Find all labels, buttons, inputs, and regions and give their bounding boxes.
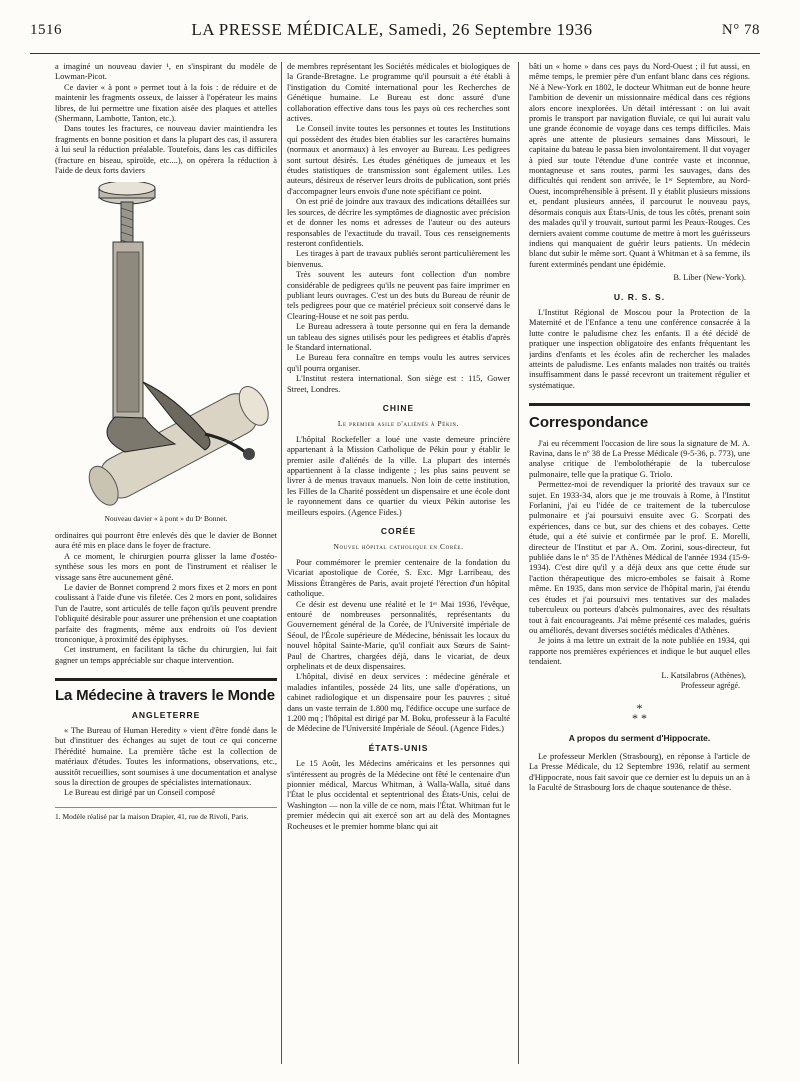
separator-asterisks — [529, 701, 750, 726]
paragraph: A ce moment, le chirurgien pourra glisser la lame d'ostéo-synthèse sous les mors en pont de l'instrument et réaliser le vissage sans être aucunement gêné. — [55, 551, 277, 582]
asterisk-top: * — [636, 701, 643, 716]
section-rule — [55, 678, 277, 681]
paragraph: de membres représentant les Sociétés médicales et biologiques de la Grande-Bretagne. Le programme qu'il poursuit a été établi à l'instigation du Comité international pour les Recherches de Génétique humaine. Le Bureau est donc assuré d'une collaboration effective dans tous les pays où ces recherches sont actives. — [287, 62, 510, 124]
forceps-illustration — [55, 182, 277, 512]
article-subheading: Le premier asile d'aliénés à Pékin. — [337, 419, 460, 429]
signature: B. Liber (New-York). — [673, 273, 746, 283]
paragraph: Le Conseil invite toutes les personnes et toutes les Institutions qui possèdent des études bien établies sur les caractères humains (normaux et anormaux) à les envoyer au Bureau. Les pedigrees sont surtout désirés. Les études génétiques de jumeaux et les études statistiques de transmission sont également utiles. Les auteurs, désireux de réserver leurs droits de publication, sont priés d'accompagner leurs envois d'une note spécifiant ce point. — [287, 124, 510, 196]
paragraph: Le Bureau est dirigé par un Conseil composé — [64, 788, 215, 798]
paragraph: Les tirages à part de travaux publiés seront particulièrement les bienvenus. — [287, 249, 510, 269]
paragraph: Très souvent les auteurs font collection d'un nombre considérable de pedigrees qu'ils ne peuvent pas faire imprimer en publiant leurs ouvrages. C'est un des buts du Bureau de réunir de tels pedigrees pour que ce matériel précieux soit conservé dans le Clearing-House et ne soit pas perdu. — [287, 270, 510, 321]
paragraph: Cet instrument, en facilitant la tâche du chirurgien, lui fait gagner un temps appréciable sur chaque intervention. — [55, 645, 277, 665]
column-2 — [287, 62, 510, 1072]
paragraph: Le Bureau fera connaître en temps voulu les autres services qu'il pourra organiser. — [287, 353, 510, 373]
article-subheading: Nouvel hôpital catholique en Corée. — [333, 542, 464, 552]
journal-name: LA PRESSE MÉDICALE, — [191, 20, 384, 39]
country-heading: ANGLETERRE — [131, 709, 201, 720]
paragraph: Le 15 Août, les Médecins américains et les personnes qui s'intéressent au progrès de la Médecine ont fêté le centenaire d'un pionnier médical, Marcus Whitman, à Walla-Walla, situé dans l'État le plus occidental et septentrional des États-Unis, celui de Washington — non la ville de ce nom, mais l'État. Whitman fut le premier médecin qui ait exercé son art au delà des Montagnes Rocheuses et le premier homme blanc qui ait — [287, 759, 510, 831]
column-3 — [529, 62, 750, 1072]
asterisk-bottom: * * — [632, 711, 647, 726]
paragraph: Le davier de Bonnet comprend 2 mors fixes et 2 mors en pont coulissant à l'aide d'une vis filetée. Ces 2 mors en pont, solidaires l'un de l'autre, sont articulés de telle façon qu'ils peuvent prendre l'obliquité désirable pour assurer une préhension et une coaptation parfaite des fragments, même aux endroits où l'os devient tronconique, à proximité des épiphyses. — [55, 582, 277, 644]
paragraph: « The Bureau of Human Heredity » vient d'être fondé dans le but d'instituer des échanges au sujet de tout ce qui concerne l'hérédité humaine. La première tâche est la collection de matériaux d'études. Toutes les informations, observations, etc., aussitôt recueillies, sont soumises à une documentation et analyse sous la direction de groupes de spécialistes internationaux. — [55, 725, 277, 787]
paragraph: Ce désir est devenu une réalité et le 1ᵉʳ Mai 1936, l'évêque, entouré de nombreuses personnalités, représentants du Gouvernement général de la Corée, de l'Université impériale de Séoul, de l'École supérieure de Médecine, bénissait les locaux du nouvel hôpital Sainte-Marie, qu'il confiait aux Sœurs de Saint-Paul de Chartres, chargées déjà, dans le vicariat, de deux orphelinats et de deux dispensaires. — [287, 599, 510, 671]
paragraph: Dans toutes les fractures, ce nouveau davier maintiendra les fragments en bonne position et dans la plupart des cas, il assurera à lui seul la réduction préalable. Toutefois, dans les cas difficiles (fracture en biseau, spiroïde, etc....), on opérera la réduction à l'aide de deux forts daviers — [55, 124, 277, 176]
country-heading: CORÉE — [380, 526, 417, 537]
header-rule — [30, 53, 760, 54]
bone-forceps-drawing — [55, 182, 277, 512]
section-title: La Médecine à travers le Monde — [55, 687, 275, 705]
issue-date: Samedi, 26 Septembre 1936 — [388, 20, 593, 39]
figure-caption: Nouveau davier « à pont » du Dʳ Bonnet. — [104, 514, 228, 524]
column-1 — [55, 62, 277, 1072]
paragraph: L'Institut restera international. Son siège est : 115, Gower Street, Londres. — [287, 374, 510, 394]
column-divider — [518, 62, 519, 1064]
article-title: A propos du serment d'Hippocrate. — [568, 733, 711, 744]
country-heading: U. R. S. S. — [613, 291, 666, 302]
paragraph: L'hôpital, divisé en deux services : médecine générale et maladies infantiles, possède 24 lits, une salle d'opérations, un cabinet radiologique et un dispensaire pour les pauvres ; situé dans un vaste terrain de 1.800 mq, l'édifice occupe une surface de 1.200 mq ; l'hôpital est dirigé par M. Boku, professeur à la Faculté de Médecine de l'Université Impériale de Séoul. (Agence Fides.) — [287, 672, 510, 734]
paragraph: L'Institut Régional de Moscou pour la Protection de la Maternité et de l'Enfance a tenu une conférence consacrée à la lutte contre le paludisme chez les enfants. Il a été décidé de pratiquer une inspection obligatoire des enfants fréquentant les jardins d'enfants et les écoles afin de rechercher les malades atteints de paludisme. Les enfants malades non traités ou traités insuffisamment dans le passé recevront un traitement régulier et systématique. — [529, 307, 750, 390]
paragraph: bâti un « home » dans ces pays du Nord-Ouest ; il fut aussi, en même temps, le premier père d'un enfant blanc dans ces régions. Né à New-York en 1802, le docteur Whitman eut de bonne heure l'ambition de devenir un missionnaire médical dans ces régions alors encore inexplorées. Un détail intéressant : on lui avait promis le transport par navigation fluviale, ce qui lui aurait valu une grande économie de voyage dans ces temps difficiles. Mais après une attente de plusieurs semaines dans Missouri, le capitaine du bateau le passa bien involontairement. Il dut voyager à pied sur toute l'étendue d'une contrée vaste et inconnue, montagneuse et sans routes, parmi les sauvages, dans des difficultés qui rendent son arrivée, le 1ᵉʳ Septembre, au Nord-Ouest, incompréhensible à présent. Il y établit plusieurs missions et, pendant plusieurs années, il parcourut le nouveau pays, désormais conquis aux États-Unis, de tous les côtés, prenant soin des malades qu'il y trouvait, surtout parmi les Peaux-Rouges. Ces derniers avaient comme coutume de mettre à mort les guérisseurs indiens qui manquaient de guérir leurs patients. Un médecin blanc dut subir le même sort. Quant à Whitman et à sa femme, ils furent exterminés pendant une épidémie. — [529, 62, 750, 269]
paragraph: ordinaires qui pourront être enlevés dès que le davier de Bonnet aura été mis en place dans le foyer de fracture. — [55, 530, 277, 551]
paragraph: L'hôpital Rockefeller a loué une vaste demeure princière appartenant à la Mission Catholique de Pékin pour y établir le premier asile d'aliénés de la ville. La plupart des internés appartiennent à la classe indigente ; les plus sains peuvent se livrer à de menus travaux manuels. Non loin de cette institution, les Filles de la Charité possèdent un dispensaire et une école dont le rayonnement dans ce quartier du vieux Pékin autorise les meilleurs espoirs. (Agence Fides.) — [287, 434, 510, 517]
footnote: 1. Modèle réalisé par la maison Drapier, 41, rue de Rivoli, Paris. — [55, 807, 277, 822]
paragraph: Permettez-moi de revendiquer la priorité des travaux sur ce sujet. En 1933-34, alors que je me trouvais à Rome, à l'Institut Forlanini, j'ai eu l'idée de ce traitement de la tuberculose pulmonaire et j'ai poursuivi ensuite avec G. Scorpati des expériences, dans ce but, sur des chiens et des cobayes. Cette étude, qui a été suivie et confirmée par le prof. E. Morelli, directeur de l'Institut et par A. Om. Zorini, sous-directeur, fut publiée dans le nº 35 de l'Athènes Médical de l'année 1934 (15-9-1934). C'est dire qu'il y a déjà deux ans que cette étude sur l'action thérapeutique des micro-emboles se faisait à Rome même. En 1935, dans mon service de l'hôpital marin, j'ai étendu ces études et j'ai poursuivi mes tentatives sur des malades tuberculeux ou porteurs d'abcès pulmonaires, avec des résultats tout à fait encourageants. J'ai même présenté ces malades, guéris ou améliorés, devant diverses sociétés médicales d'Athènes. — [529, 480, 750, 635]
paragraph: Le professeur Merklen (Strasbourg), en réponse à l'article de La Presse Médicale, du 12 Septembre 1936, relatif au serment d'Hippocrate, nous fait savoir que ce dernier est lu depuis un an à la Faculté de Strasbourg lors de chaque soutenance de thèse. — [529, 751, 750, 792]
page-number: 1516 — [30, 21, 62, 38]
signature: L. Katsilabros (Athènes), — [661, 670, 746, 680]
paragraph: On est prié de joindre aux travaux des indications détaillées sur les sources, de décrire les symptômes de diagnostic avec précision et de donner les noms et adresses de l'auteur ou des auteurs responsables de l'exactitude du travail. Tous ces renseignements resteront confidentiels. — [287, 197, 510, 248]
country-heading: CHINE — [382, 403, 415, 413]
paragraph: a imaginé un nouveau davier ¹, en s'inspirant du modèle de Lowman-Picot. — [55, 62, 277, 82]
column-divider — [281, 62, 282, 1064]
journal-title-line — [191, 20, 592, 40]
paragraph: Pour commémorer le premier centenaire de la fondation du Vicariat apostolique de Corée, S. Exc. Mgr Larribeau, des Missions Étrangères de Paris, avait projeté l'érection d'un hôpital catholique. — [287, 557, 510, 599]
paragraph: Le Bureau adressera à toute personne qui en fera la demande un tableau des signes utilisés pour les pedigrees et établis d'après le Standard international. — [287, 322, 510, 352]
paragraph: Je joins à ma lettre un extrait de la note publiée en 1934, qui rapporte nos premières expériences et indique le but auquel elles tendaient. — [529, 636, 750, 667]
signature-title: Professeur agrégé. — [680, 680, 740, 690]
section-title: Correspondance — [529, 414, 649, 432]
country-heading: ÉTATS-UNIS — [368, 742, 429, 753]
issue-number: N° 78 — [721, 21, 760, 38]
page-header — [30, 10, 760, 50]
paragraph: Ce davier « à pont » permet tout à la fois : de réduire et de maintenir les fragments osseux, de laisser à l'opérateur les mains libres, de lui permettre une fixation aisée des plaques et attelles (Shermann, Lambotte, Tanton, etc.). — [55, 82, 277, 124]
paragraph: J'ai eu récemment l'occasion de lire sous la signature de M. A. Ravina, dans le nº 38 de La Presse Médicale (9-5-36, p. 773), une analyse critique de l'embolothérapie de la tuberculose pulmonaire, telle que la pratique G. Triolo. — [529, 438, 750, 479]
